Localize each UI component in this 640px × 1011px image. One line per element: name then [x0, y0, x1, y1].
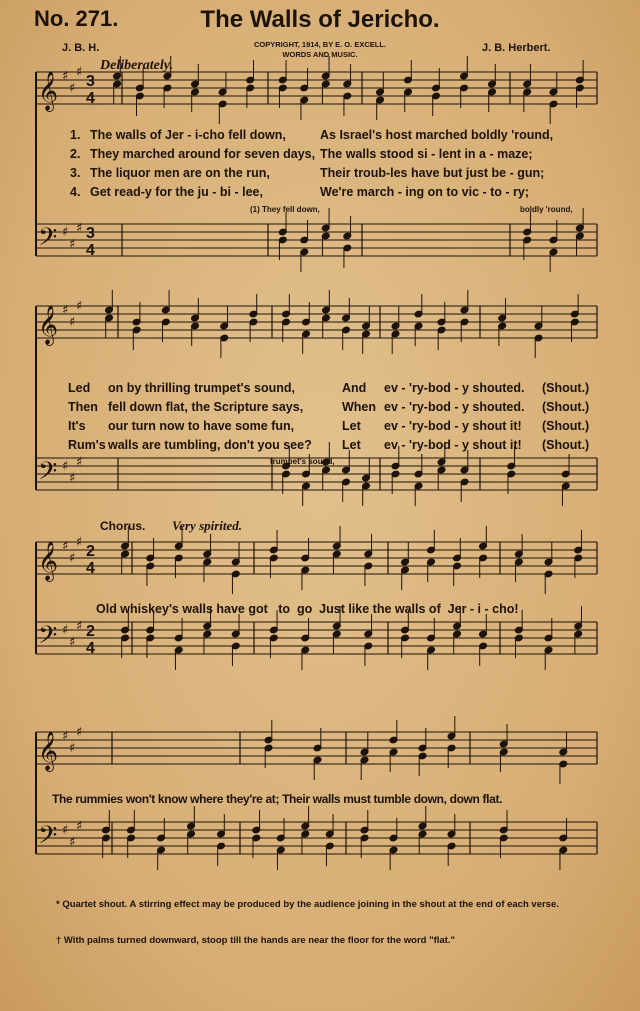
bass-clef-icon: 𝄢	[38, 621, 58, 656]
treble-clef-icon: 𝄞	[38, 71, 59, 111]
hymn-number: No. 271.	[34, 6, 119, 31]
verse-word: Led	[68, 381, 91, 395]
sharp-sign: ♯	[69, 635, 76, 650]
copyright-line: COPYRIGHT, 1914, BY E. O. EXCELL.	[254, 40, 386, 49]
time-signature: 2	[86, 623, 95, 640]
time-signature: 4	[86, 560, 95, 577]
sharp-sign: ♯	[69, 471, 76, 486]
bass-cue: boldly 'round,	[520, 205, 573, 214]
sharp-sign: ♯	[76, 619, 83, 634]
bass-clef-icon: 𝄢	[38, 223, 58, 258]
verse-text-a: Get read-y for the ju - bi - lee,	[90, 185, 263, 199]
verse-text-a: The liquor men are on the run,	[90, 166, 270, 180]
sharp-sign: ♯	[76, 535, 83, 550]
sharp-sign: ♯	[62, 459, 69, 474]
shout-cue: (Shout.)	[542, 400, 590, 414]
verse-text-b: ev - 'ry-bod - y shout it!	[384, 419, 522, 433]
sharp-sign: ♯	[76, 725, 83, 740]
sharp-sign: ♯	[69, 237, 76, 252]
verse-number: 1.	[70, 128, 81, 142]
chorus-lyric-line: The rummies won't know where they're at; Their walls must tumble down, down flat.	[52, 792, 503, 806]
sharp-sign: ♯	[76, 299, 83, 314]
words-author: J. B. H.	[62, 42, 100, 54]
sharp-sign: ♯	[69, 81, 76, 96]
bass-clef-icon: 𝄢	[38, 457, 58, 492]
verse-number: 2.	[70, 147, 81, 161]
verse-word: Let	[342, 438, 361, 452]
chorus-tempo: Very spirited.	[172, 518, 243, 533]
time-signature: 2	[86, 543, 95, 560]
footnote-palms: † With palms turned downward, stoop till the hands are near the floor for the word "flat."	[56, 935, 455, 946]
verse-text-b: ev - 'ry-bod - y shouted.	[384, 400, 525, 414]
sharp-sign: ♯	[76, 65, 83, 80]
time-signature: 4	[86, 90, 95, 107]
verse-text-a: walls are tumbling, don't you see?	[108, 438, 312, 452]
time-signature: 3	[86, 73, 95, 90]
sharp-sign: ♯	[69, 835, 76, 850]
verse-word: Then	[68, 400, 98, 414]
verse-text-b: We're march - ing on to vic - to - ry;	[320, 185, 530, 199]
verse-text-a: The walls of Jer - i-cho fell down,	[90, 128, 286, 142]
treble-clef-icon: 𝄞	[38, 305, 59, 345]
verse-text-a: They marched around for seven days,	[90, 147, 316, 161]
sharp-sign: ♯	[69, 741, 76, 756]
sharp-sign: ♯	[62, 303, 69, 318]
copyright-line: WORDS AND MUSIC.	[282, 50, 358, 59]
music-author: J. B. Herbert.	[482, 42, 551, 54]
verse-text-b: As Israel's host marched boldly 'round,	[320, 128, 554, 142]
sharp-sign: ♯	[62, 623, 69, 638]
shout-cue: (Shout.)	[542, 419, 590, 433]
verse-word: Let	[342, 419, 361, 433]
chorus-label: Chorus.	[100, 519, 146, 533]
sharp-sign: ♯	[62, 729, 69, 744]
time-signature: 4	[86, 242, 95, 259]
sharp-sign: ♯	[76, 819, 83, 834]
hymn-title: The Walls of Jericho.	[200, 6, 440, 33]
sharp-sign: ♯	[62, 539, 69, 554]
sharp-sign: ♯	[69, 551, 76, 566]
verse-word: It's	[68, 419, 86, 433]
bass-cue: (1) They fell down,	[250, 205, 320, 214]
verse-number: 4.	[70, 185, 81, 199]
verse-text-b: Their troub-les have but just be - gun;	[320, 166, 545, 180]
sharp-sign: ♯	[62, 823, 69, 838]
sharp-sign: ♯	[69, 315, 76, 330]
verse-text-b: ev - 'ry-bod - y shout it!	[384, 438, 522, 452]
chorus-lyric-line: Old whiskey's walls have got to go Just like the walls of Jer - i - cho!	[96, 602, 519, 616]
time-signature: 3	[86, 225, 95, 242]
tempo-marking: Deliberately.	[100, 58, 173, 73]
verse-word: Rum's	[68, 438, 106, 452]
sharp-sign: ♯	[62, 69, 69, 84]
shout-cue: (Shout.)	[542, 438, 590, 452]
verse-word: When	[342, 400, 377, 414]
verse-text-a: our turn now to have some fun,	[108, 419, 295, 433]
bass-clef-icon: 𝄢	[38, 821, 58, 856]
footnote-quartet: * Quartet shout. A stirring effect may be produced by the audience joining in the shout at the end of each verse.	[56, 899, 559, 910]
sharp-sign: ♯	[76, 455, 83, 470]
verse-text-a: on by thrilling trumpet's sound,	[108, 381, 295, 395]
sharp-sign: ♯	[76, 221, 83, 236]
verse-text-a: fell down flat, the Scripture says,	[108, 400, 304, 414]
verse-number: 3.	[70, 166, 81, 180]
verse-word: And	[342, 381, 367, 395]
sharp-sign: ♯	[62, 225, 69, 240]
treble-clef-icon: 𝄞	[38, 731, 59, 771]
time-signature: 4	[86, 640, 95, 657]
shout-cue: (Shout.)	[542, 381, 590, 395]
bass-cue: trumpet's sound,	[270, 457, 335, 466]
verse-text-b: ev - 'ry-bod - y shouted.	[384, 381, 525, 395]
verse-text-b: The walls stood si - lent in a - maze;	[320, 147, 533, 161]
treble-clef-icon: 𝄞	[38, 541, 59, 581]
